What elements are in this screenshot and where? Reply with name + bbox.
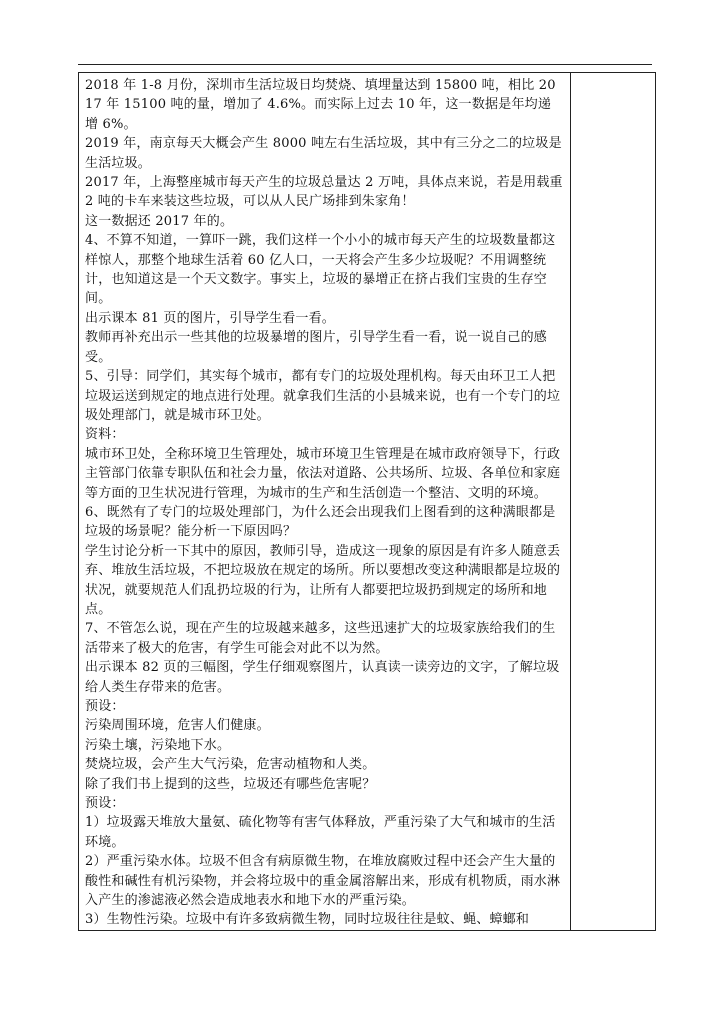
notes-cell	[571, 73, 656, 931]
lesson-table	[78, 72, 656, 931]
paragraph-shanghai-data: 2017 年，上海整座城市每天产生的垃圾总量达 2 万吨，具体点来说，若是用载重 2 吨的卡车来装这些垃圾，可以从人民广场排到朱家角！	[85, 175, 563, 210]
paragraph-harm-burning: 焚烧垃圾，会产生大气污染，危害动植物和人类。	[85, 757, 376, 773]
paragraph-discussion: 学生讨论分析一下其中的原因，教师引导，造成这一现象的原因是有许多人随意丢弃、堆放生活垃圾，不把垃圾放在规定的场所。所以要想改变这种满眼都是垃圾的状况，就要规范人们乱扔垃圾的行为，让所有人都要把垃圾扔到规定的场所和地点。	[85, 543, 561, 617]
paragraph-step-5: 5、引导：同学们，其实每个城市，都有专门的垃圾处理机构。每天由环卫工人把垃圾运送到规定的地点进行处理。就拿我们生活的小县城来说，也有一个专门的垃圾处理部门，就是城市环卫处。	[85, 369, 561, 423]
paragraph-data-note: 这一数据还 2017 年的。	[85, 213, 234, 229]
paragraph-step-6: 6、既然有了专门的垃圾处理部门，为什么还会出现我们上图看到的这种满眼都是垃圾的场景呢？能分析一下原因吗？	[85, 504, 556, 540]
paragraph-preset-label-1: 预设：	[85, 699, 125, 714]
paragraph-harm-soil: 污染土壤，污染地下水。	[85, 737, 231, 753]
paragraph-sanitation-definition: 城市环卫处，全称环境卫生管理处，城市环境卫生管理是在城市政府领导下，行政主管部门依靠专职队伍和社会力量，依法对道路、公共场所、垃圾、各单位和家庭等方面的卫生状况进行管理，为城市的生产和生活创造一个整洁、文明的环境。	[85, 446, 561, 501]
paragraph-nanjing-data: 2019 年，南京每天大概会产生 8000 吨左右生活垃圾，其中有三分之二的垃圾是生活垃圾。	[85, 136, 562, 171]
paragraph-harm-biological: 3）生物性污染。垃圾中有许多致病微生物，同时垃圾往往是蚊、蝇、蟑螂和	[85, 912, 530, 928]
table-row	[79, 73, 656, 931]
paragraph-harm-water: 2）严重污染水体。垃圾不但含有病原微生物，在堆放腐败过程中还会产生大量的酸性和碱性有机污染物，并会将垃圾中的重金属溶解出来，形成有机物质，雨水淋入产生的渗滤液必然会造成地表水和地下水的严重污染。	[85, 854, 561, 909]
paragraph-reference-label: 资料：	[85, 427, 125, 443]
lesson-content-cell	[79, 73, 571, 931]
paragraph-preset-label-2: 预设：	[85, 796, 125, 812]
paragraph-harm-air: 1）垃圾露天堆放大量氨、硫化物等有害气体释放，严重污染了大气和城市的生活环境。	[85, 815, 556, 850]
paragraph-textbook-p82: 出示课本 82 页的三幅图，学生仔细观察图片，认真读一读旁边的文字，了解垃圾给人类生存带来的危害。	[85, 660, 560, 695]
paragraph-step-4: 4、不算不知道，一算吓一跳，我们这样一个小小的城市每天产生的垃圾数量都这样惊人，那整个地球生活着 60 亿人口，一天将会产生多少垃圾呢？不用调整统计，也知道这是一个天文数字。事实上，垃圾的暴增正在挤占我们宝贵的生存空间。	[85, 233, 556, 307]
paragraph-teacher-supplement: 教师再补充出示一些其他的垃圾暴增的图片，引导学生看一看，说一说自己的感受。	[85, 330, 548, 365]
paragraph-textbook-p81: 出示课本 81 页的图片，引导学生看一看。	[85, 310, 336, 326]
paragraph-other-harms-question: 除了我们书上提到的这些，垃圾还有哪些危害呢？	[85, 776, 376, 792]
paragraph-shenzhen-data: 2018 年 1-8 月份，深圳市生活垃圾日均焚烧、填埋量达到 15800 吨，相比 2017 年 15100 吨的量，增加了 4.6%。而实际上过去 10 年，这一数据是年均递增 6%。	[85, 78, 556, 132]
lesson-text	[79, 73, 570, 930]
paragraph-step-7: 7、不管怎么说，现在产生的垃圾越来越多，这些迅速扩大的垃圾家族给我们的生活带来了极大的危害，有学生可能会对此不以为然。	[85, 621, 556, 656]
paragraph-harm-environment: 污染周围环境，危害人们健康。	[85, 718, 270, 734]
header-rule	[78, 64, 652, 65]
